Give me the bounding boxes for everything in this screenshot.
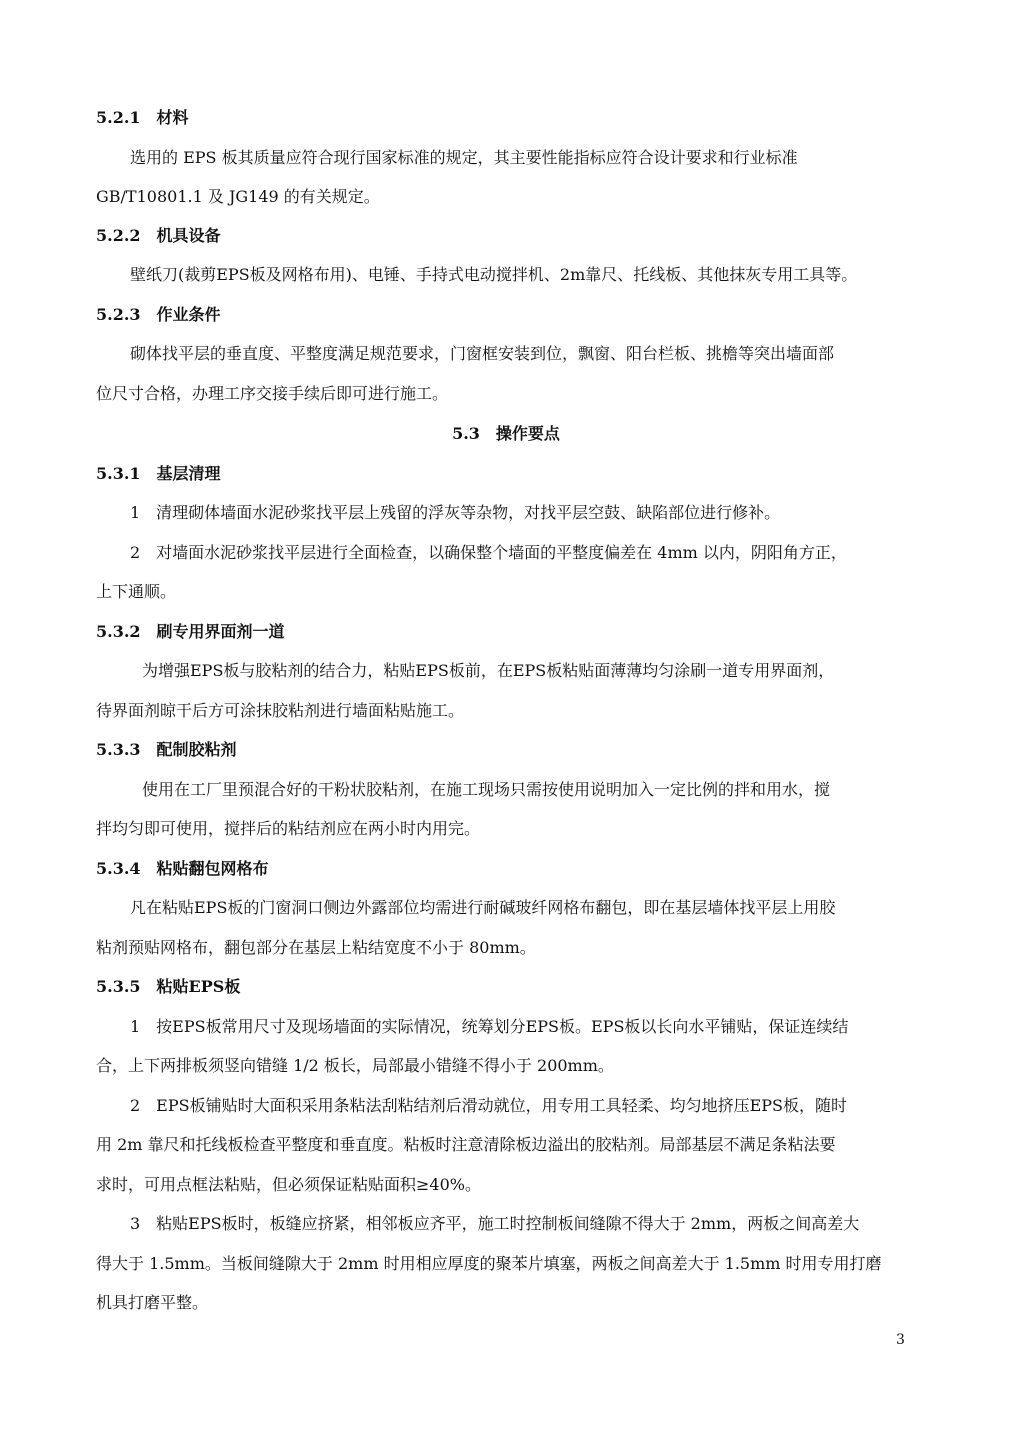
paragraph-line: 位尺寸合格，办理工序交接手续后即可进行施工。 <box>96 384 449 403</box>
paragraph-line: GB/T10801.1 及 JG149 的有关规定。 <box>96 187 380 206</box>
paragraph-line: 机具打磨平整。 <box>96 1293 209 1312</box>
paragraph-line: 2 对墙面水泥砂浆找平层进行全面检查，以确保整个墙面的平整度偏差在 4mm 以内，阴阳角方正， <box>130 543 847 562</box>
paragraph-line: 1 按EPS板常用尺寸及现场墙面的实际情况，统筹划分EPS板。EPS板以长向水平铺贴，保证连续结 <box>130 1017 849 1036</box>
paragraph-line: 用 2m 靠尺和托线板检查平整度和垂直度。粘板时注意清除板边溢出的胶粘剂。局部基层不满足条粘法要 <box>96 1135 836 1154</box>
section-heading-5-2-2: 5.2.2 机具设备 <box>96 226 221 245</box>
section-heading-5-2-1: 5.2.1 材料 <box>96 108 189 127</box>
section-heading-5-3-1: 5.3.1 基层清理 <box>96 464 221 483</box>
page-number: 3 <box>896 1332 905 1348</box>
paragraph-line: 上下通顺。 <box>96 582 177 601</box>
paragraph-line: 得大于 1.5mm。当板间缝隙大于 2mm 时用相应厚度的聚苯片填塞，两板之间高差大于 1.5mm 时用专用打磨 <box>96 1254 882 1273</box>
section-heading-5-2-3: 5.2.3 作业条件 <box>96 305 221 324</box>
chapter-heading-5-3: 5.3 操作要点 <box>452 424 560 443</box>
paragraph-line: 选用的 EPS 板其质量应符合现行国家标准的规定，其主要性能指标应符合设计要求和行业标准 <box>130 148 798 167</box>
section-heading-5-3-2: 5.3.2 刷专用界面剂一道 <box>96 622 285 641</box>
section-heading-5-3-5: 5.3.5 粘贴EPS板 <box>96 977 241 996</box>
paragraph-line: 合，上下两排板须竖向错缝 1/2 板长，局部最小错缝不得小于 200mm。 <box>96 1056 614 1075</box>
section-heading-5-3-4: 5.3.4 粘贴翻包网格布 <box>96 859 269 878</box>
paragraph-line: 使用在工厂里预混合好的干粉状胶粘剂，在施工现场只需按使用说明加入一定比例的拌和用水，搅 <box>142 780 831 799</box>
paragraph-line: 2 EPS板铺贴时大面积采用条粘法刮粘结剂后滑动就位，用专用工具轻柔、均匀地挤压EPS板，随时 <box>130 1096 847 1115</box>
paragraph-line: 待界面剂晾干后方可涂抹胶粘剂进行墙面粘贴施工。 <box>96 701 465 720</box>
paragraph-line: 凡在粘贴EPS板的门窗洞口侧边外露部位均需进行耐碱玻纤网格布翻包，即在基层墙体找平层上用胶 <box>130 898 836 917</box>
paragraph-line: 砌体找平层的垂直度、平整度满足规范要求，门窗框安装到位，飘窗、阳台栏板、挑檐等突出墙面部 <box>130 344 835 363</box>
paragraph-line: 拌均匀即可使用，搅拌后的粘结剂应在两小时内用完。 <box>96 819 481 838</box>
paragraph-line: 粘剂预贴网格布，翻包部分在基层上粘结宽度不小于 80mm。 <box>96 938 536 957</box>
section-heading-5-3-3: 5.3.3 配制胶粘剂 <box>96 740 237 759</box>
paragraph-line: 壁纸刀(裁剪EPS板及网格布用)、电锤、手持式电动搅拌机、2m靠尺、托线板、其他抹灰专用工具等。 <box>130 265 858 284</box>
paragraph-line: 为增强EPS板与胶粘剂的结合力，粘贴EPS板前，在EPS板粘贴面薄薄均匀涂刷一道专用界面剂， <box>142 661 835 680</box>
paragraph-line: 求时，可用点框法粘贴，但必须保证粘贴面积≥40%。 <box>96 1175 481 1194</box>
paragraph-line: 1 清理砌体墙面水泥砂浆找平层上残留的浮灰等杂物，对找平层空鼓、缺陷部位进行修补。 <box>130 503 781 522</box>
paragraph-line: 3 粘贴EPS板时，板缝应挤紧，相邻板应齐平，施工时控制板间缝隙不得大于 2mm，两板之间高差大 <box>130 1214 860 1233</box>
